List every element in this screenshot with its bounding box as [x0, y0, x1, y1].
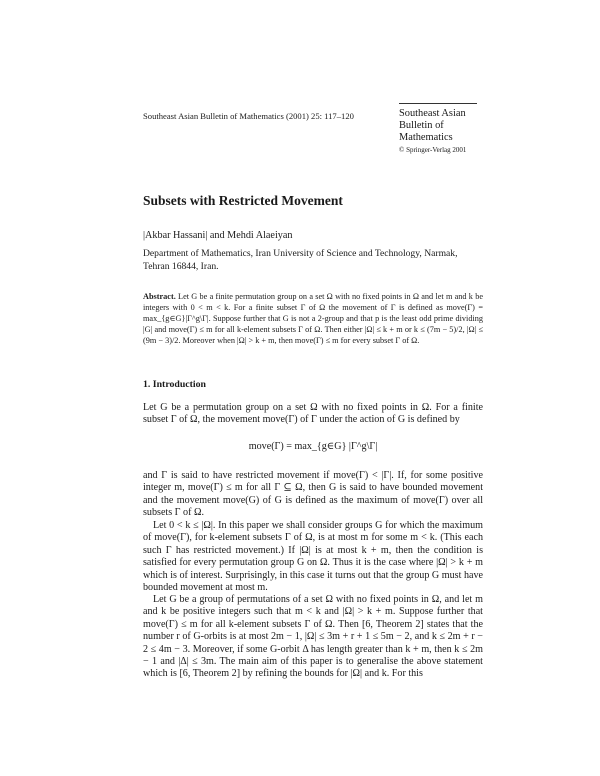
journal-name-line-1: Southeast Asian	[399, 108, 466, 119]
intro-paragraph-1: Let G be a permutation group on a set Ω with no fixed points in Ω. For a finite subset Γ of Ω, the movement move(Γ) of Γ under the action of G is defined by	[143, 402, 483, 426]
author-affiliation: Department of Mathematics, Iran University of Science and Technology, Narmak, Tehran 16844, Iran.	[143, 248, 458, 272]
paper-authors: |Akbar Hassani| and Mehdi Alaeiyan	[143, 230, 293, 241]
abstract	[143, 292, 483, 347]
intro-paragraph-2: and Γ is said to have restricted movement if move(Γ) < |Γ|. If, for some positive integer m, move(Γ) ≤ m for all Γ ⊆ Ω, then G is said to have bounded movement and the movement move(G) of G is defined as the maximum of move(Γ) over all subsets Γ of Ω.	[143, 470, 483, 519]
journal-citation: Southeast Asian Bulletin of Mathematics (2001) 25: 117–120	[143, 111, 354, 121]
journal-name-line-3: Mathematics	[399, 132, 453, 144]
journal-name-line-2: Bulletin of	[399, 120, 444, 132]
masthead-rule	[399, 103, 477, 104]
abstract-text: Let G be a finite permutation group on a set Ω with no fixed points in Ω and let m and k be integers with 0 < m < k. For a finite subset Γ of Ω the movement of Γ is defined as move(Γ) = max_{g∈G}|Γ^g\Γ|. Suppose further that G is not a 2-group and that p is the least odd prime dividing |G| and move(Γ) ≤ m for all k-element subsets Γ of Ω. Then either |Ω| ≤ k + m or k ≤ (7m − 5)/2, |Ω| ≤ (9m − 3)/2. Moreover when |Ω| > k + m, then move(Γ) ≤ m for every subset Γ of Ω.	[143, 292, 483, 345]
copyright-notice: © Springer-Verlag 2001	[399, 145, 467, 154]
paper-title: Subsets with Restricted Movement	[143, 193, 343, 208]
abstract-label: Abstract.	[143, 292, 176, 301]
journal-masthead	[399, 103, 477, 154]
section-heading-introduction: 1. Introduction	[143, 379, 206, 390]
intro-paragraph-4: Let G be a group of permutations of a set Ω with no fixed points in Ω, and let m and k be positive integers such that m < k and |Ω| > k + m. Suppose further that move(Γ) ≤ m for all k-element subsets Γ of Ω. Then [6, Theorem 2] states that the number r of G-orbits is at most 2m − 1, |Ω| ≤ 3m + r + 1 ≤ 5m − 2, and k ≤ 2m + r − 2 ≤ 4m − 3. Moreover, if some G-orbit Δ has length greater than k + m, then k ≤ 2m − 1 and |Δ| ≤ 3m. The main aim of this paper is to generalise the above statement which is [6, Theorem 2] by refining the bounds for |Ω| and k. For this	[143, 594, 483, 680]
movement-equation: move(Γ) = max_{g∈G} |Γ^g\Γ|	[248, 441, 378, 452]
intro-paragraph-3: Let 0 < k ≤ |Ω|. In this paper we shall consider groups G for which the maximum of move(Γ), for k-element subsets Γ of Ω, is at most m for some m < k. (This each such Γ has restricted movement.) If |Ω| is at most k + m, then the condition is satisfied for every permutation group G on Ω. Thus it is the case where |Ω| > k + m which is of interest. Surprisingly, in this case it turns out that the group G must have bounded movement at most m.	[143, 520, 483, 594]
